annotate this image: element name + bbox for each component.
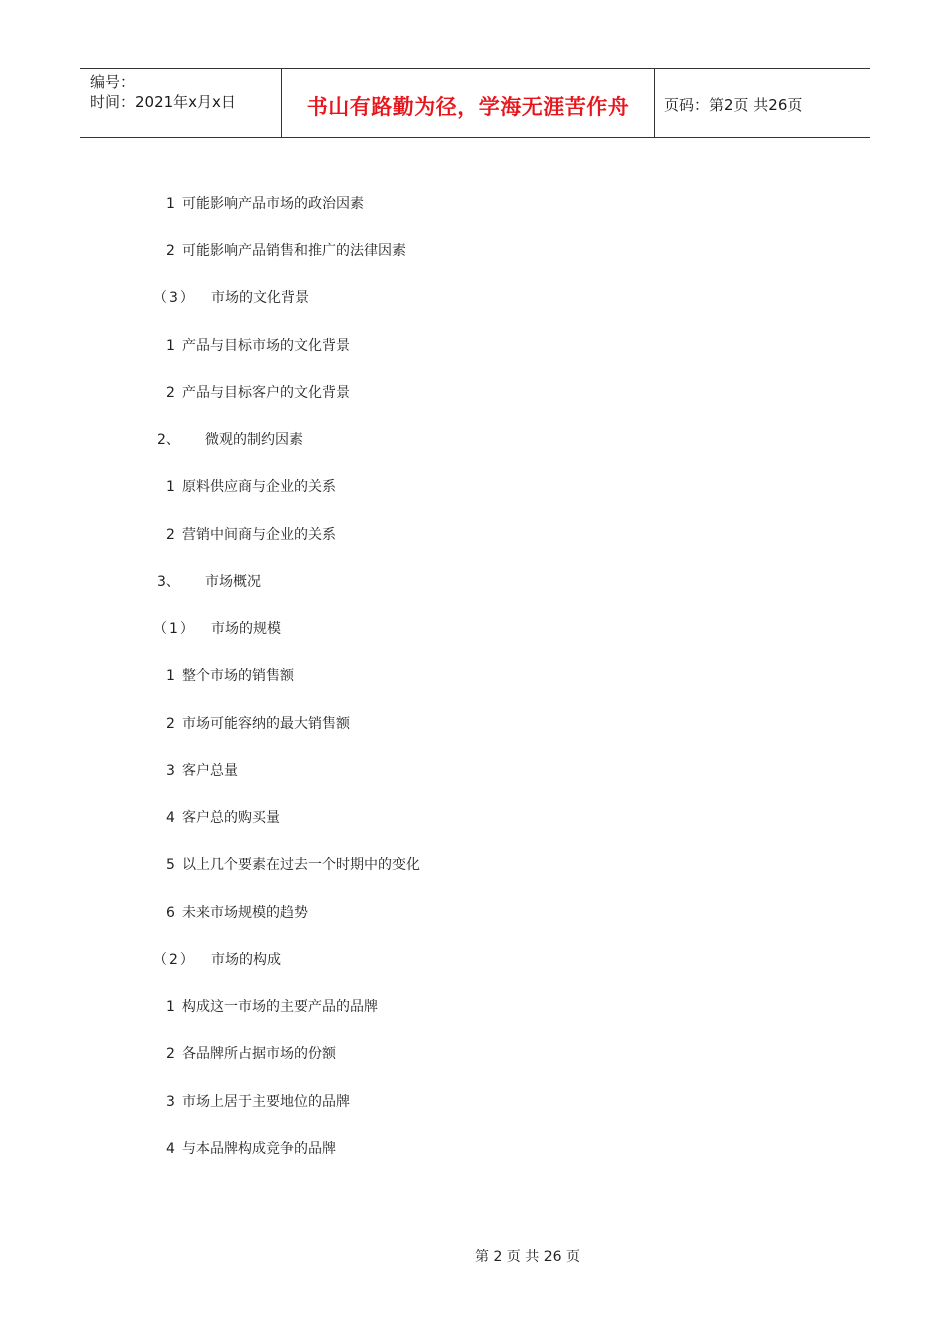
item-number: 3、 [157,574,180,590]
footer-page-number: 第 2 页 共 26 页 [475,1249,580,1265]
list-item [166,902,308,922]
item-text: 市场可能容纳的最大销售额 [182,716,350,732]
item-number: （1） [153,621,196,637]
item-text: 产品与目标市场的文化背景 [182,338,350,354]
item-number: 2 [166,385,175,401]
page-header [80,68,870,138]
item-text: 原料供应商与企业的关系 [182,479,336,495]
item-number: 1 [166,338,175,354]
header-motto: 书山有路勤为径，学海无涯苦作舟 [306,95,630,119]
item-number: 1 [166,196,175,212]
item-text: 构成这一市场的主要产品的品牌 [182,999,378,1015]
header-page-number: 页码：第2页 共26页 [664,96,803,114]
item-text: 市场概况 [205,574,261,590]
list-item [166,240,406,260]
list-item [166,335,350,355]
list-item [166,760,238,780]
item-number: 1 [166,479,175,495]
item-text: 营销中间商与企业的关系 [182,527,336,543]
list-item [166,996,378,1016]
item-number: 4 [166,1141,175,1157]
subsection-heading [153,287,309,307]
item-text: 各品牌所占据市场的份额 [182,1046,336,1062]
item-text: 未来市场规模的趋势 [182,905,308,921]
list-item [166,1043,336,1063]
list-item [166,476,336,496]
item-text: 微观的制约因素 [205,432,303,448]
item-text: 市场上居于主要地位的品牌 [182,1094,350,1110]
list-item [166,1091,350,1111]
list-item [166,854,420,874]
list-item [166,524,336,544]
item-number: 3 [166,763,175,779]
subsection-heading [153,949,281,969]
item-number: 1 [166,668,175,684]
item-text: 产品与目标客户的文化背景 [182,385,350,401]
subsection-heading [153,618,281,638]
item-number: 2 [166,716,175,732]
header-page-cell [655,69,870,137]
item-number: 2 [166,243,175,259]
item-text: 市场的构成 [211,952,281,968]
item-text: 可能影响产品销售和推广的法律因素 [182,243,406,259]
list-item [166,713,350,733]
list-item [166,1138,336,1158]
item-text: 整个市场的销售额 [182,668,294,684]
list-item [166,807,280,827]
item-number: 2 [166,1046,175,1062]
header-info-cell [80,69,282,137]
item-number: 2 [166,527,175,543]
section-heading [157,571,261,591]
item-text: 市场的规模 [211,621,281,637]
item-text: 市场的文化背景 [211,290,309,306]
item-text: 可能影响产品市场的政治因素 [182,196,364,212]
section-heading [157,429,303,449]
item-number: 5 [166,857,175,873]
item-number: （2） [153,952,196,968]
list-item [166,382,350,402]
item-number: （3） [153,290,196,306]
item-number: 6 [166,905,175,921]
item-text: 客户总量 [182,763,238,779]
document-time-label: 时间：2021年x月x日 [90,93,236,111]
item-number: 2、 [157,432,180,448]
item-text: 与本品牌构成竞争的品牌 [182,1141,336,1157]
item-number: 3 [166,1094,175,1110]
item-number: 1 [166,999,175,1015]
document-code-label: 编号： [90,73,136,91]
item-number: 4 [166,810,175,826]
list-item [166,193,364,213]
item-text: 以上几个要素在过去一个时期中的变化 [182,857,420,873]
header-motto-cell [282,69,655,137]
list-item [166,665,294,685]
page-footer [0,1246,950,1266]
item-text: 客户总的购买量 [182,810,280,826]
